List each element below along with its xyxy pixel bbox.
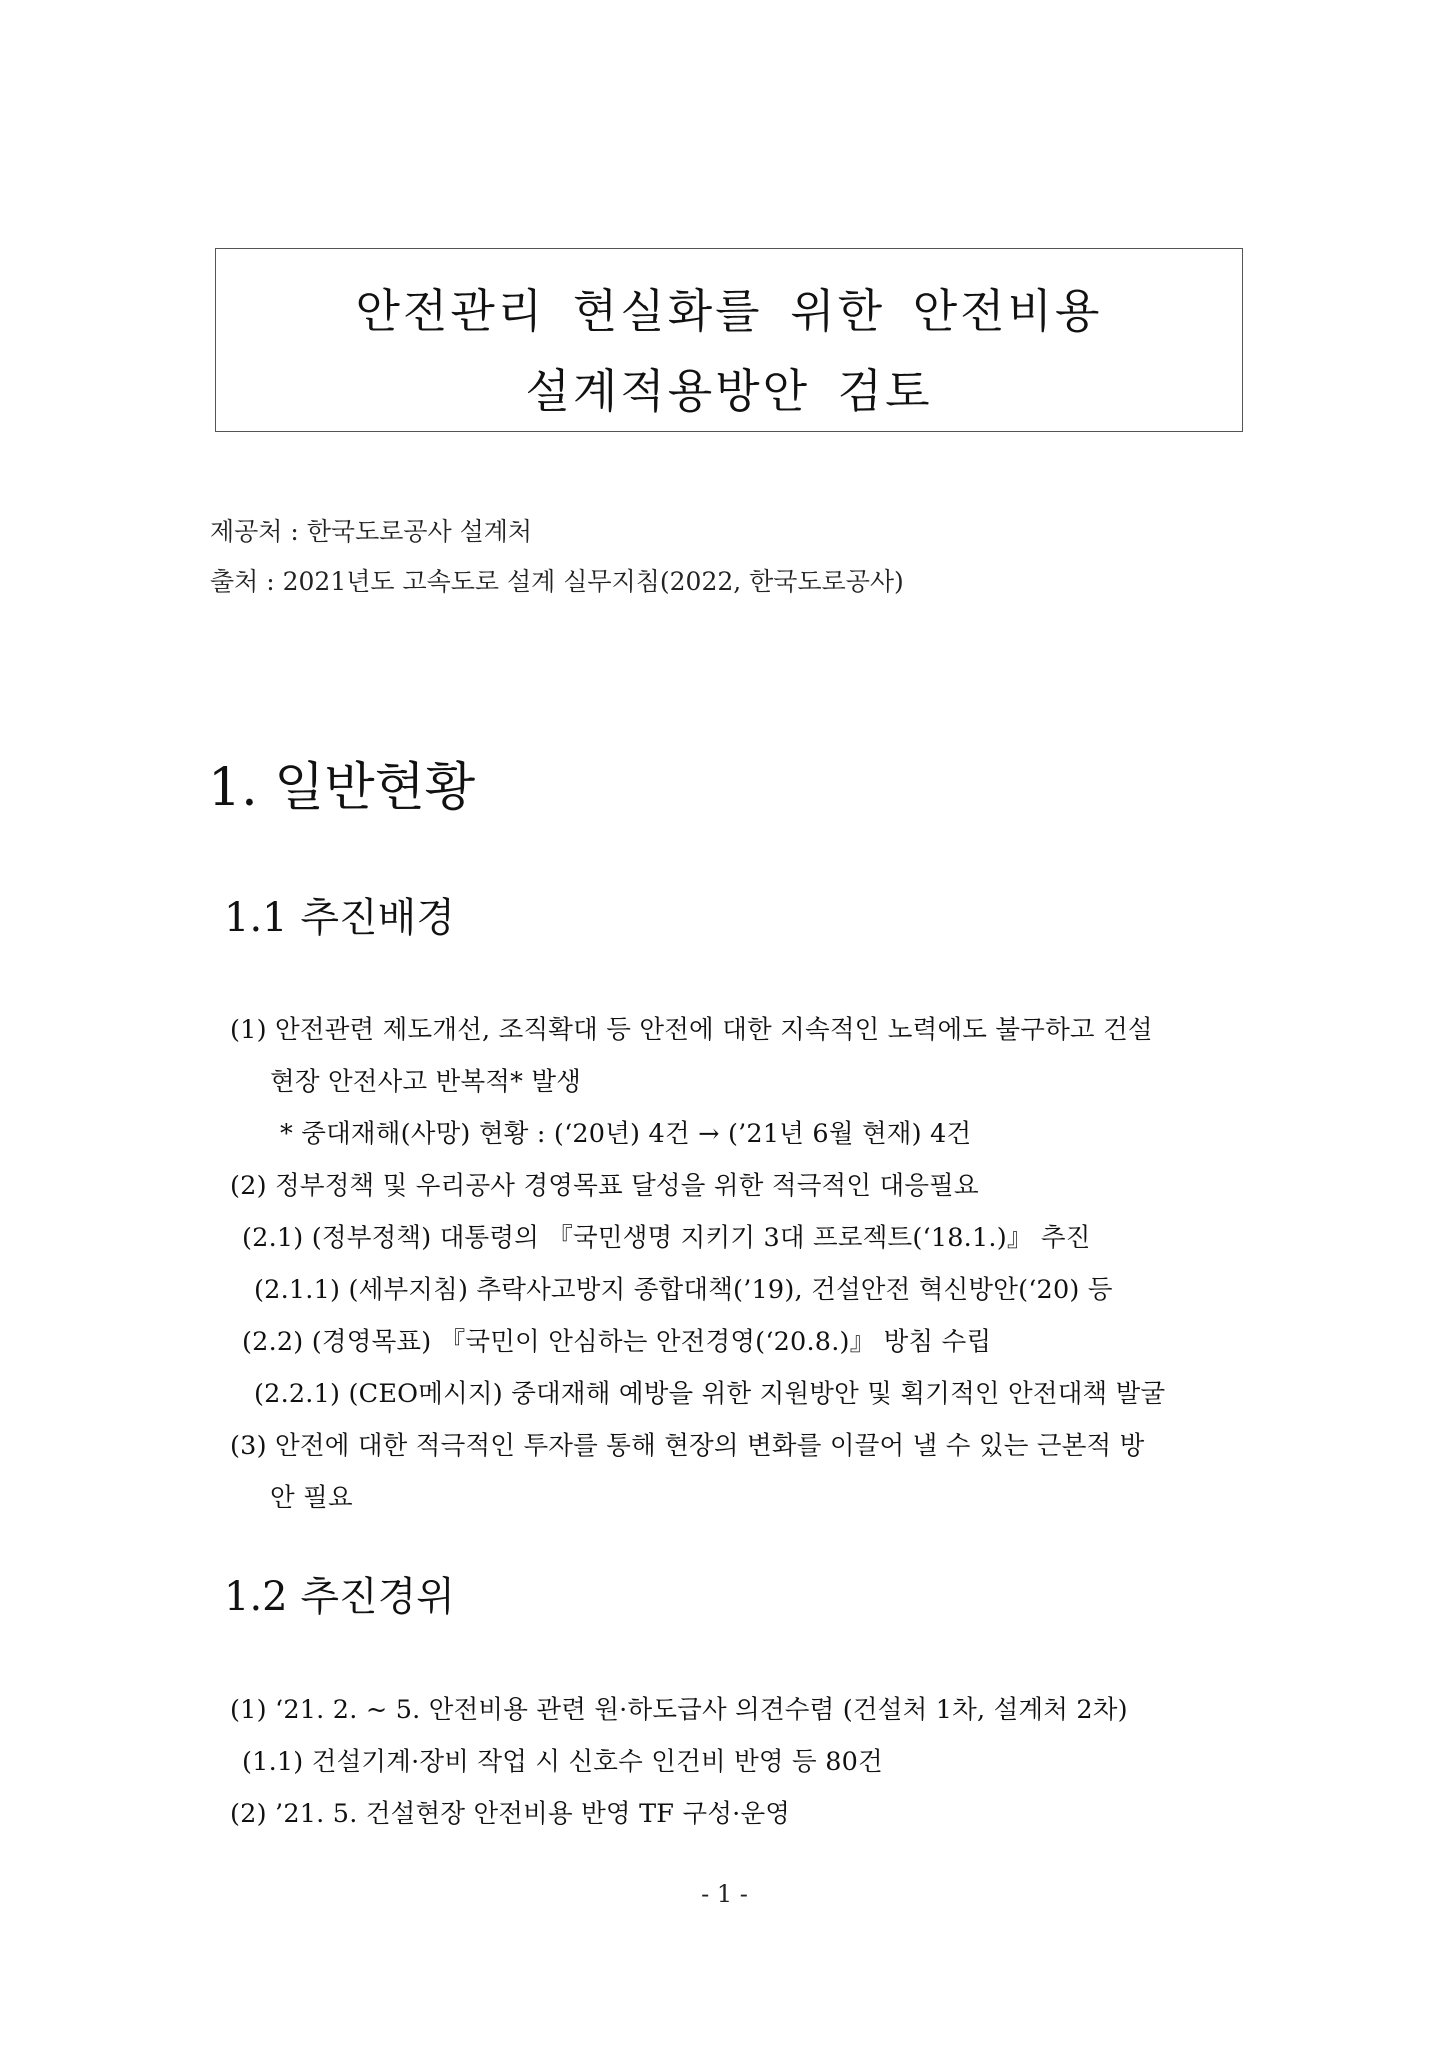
subsection-heading-progress: 1.2 추진경위 [224, 1574, 455, 1620]
background-item-3: (3) 안전에 대한 적극적인 투자를 통해 현장의 변화를 이끌어 낼 수 있는 근본적 방 [230, 1431, 1145, 1461]
background-item-2-1-1: (2.1.1) (세부지침) 추락사고방지 종합대책(’19), 건설안전 혁신방안(‘20) 등 [254, 1275, 1113, 1305]
source-info: 출처 : 2021년도 고속도로 설계 실무지침(2022, 한국도로공사) [210, 567, 904, 596]
document-title-box [215, 248, 1243, 432]
progress-item-1: (1) ‘21. 2. ~ 5. 안전비용 관련 원·하도급사 의견수렴 (건설처 1차, 설계처 2차) [230, 1695, 1128, 1725]
document-title-line-2: 설계적용방안 검토 [525, 364, 933, 418]
page-number: - 1 - [701, 1880, 748, 1908]
background-item-3-cont: 안 필요 [270, 1483, 353, 1513]
background-item-1: (1) 안전관련 제도개선, 조직확대 등 안전에 대한 지속적인 노력에도 불구하고 건설 [230, 1015, 1153, 1045]
document-title-line-1: 안전관리 현실화를 위한 안전비용 [355, 284, 1103, 338]
subsection-heading-background: 1.1 추진배경 [224, 895, 455, 941]
background-note-fatalities: * 중대재해(사망) 현황 : (‘20년) 4건 → (’21년 6월 현재) 4건 [280, 1119, 972, 1149]
background-item-2-2-1: (2.2.1) (CEO메시지) 중대재해 예방을 위한 지원방안 및 획기적인 안전대책 발굴 [254, 1379, 1166, 1409]
provider-info: 제공처 : 한국도로공사 설계처 [210, 517, 533, 546]
progress-item-1-1: (1.1) 건설기계·장비 작업 시 신호수 인건비 반영 등 80건 [242, 1747, 883, 1777]
background-item-2-2: (2.2) (경영목표) 『국민이 안심하는 안전경영(‘20.8.)』 방침 수립 [242, 1327, 992, 1357]
background-item-2: (2) 정부정책 및 우리공사 경영목표 달성을 위한 적극적인 대응필요 [230, 1171, 979, 1201]
background-item-2-1: (2.1) (정부정책) 대통령의 『국민생명 지키기 3대 프로젝트(‘18.1.)』 추진 [242, 1223, 1091, 1253]
progress-item-2: (2) ’21. 5. 건설현장 안전비용 반영 TF 구성·운영 [230, 1799, 791, 1829]
section-heading-general-status: 1. 일반현황 [208, 758, 476, 818]
background-item-1-cont: 현장 안전사고 반복적* 발생 [270, 1067, 582, 1097]
